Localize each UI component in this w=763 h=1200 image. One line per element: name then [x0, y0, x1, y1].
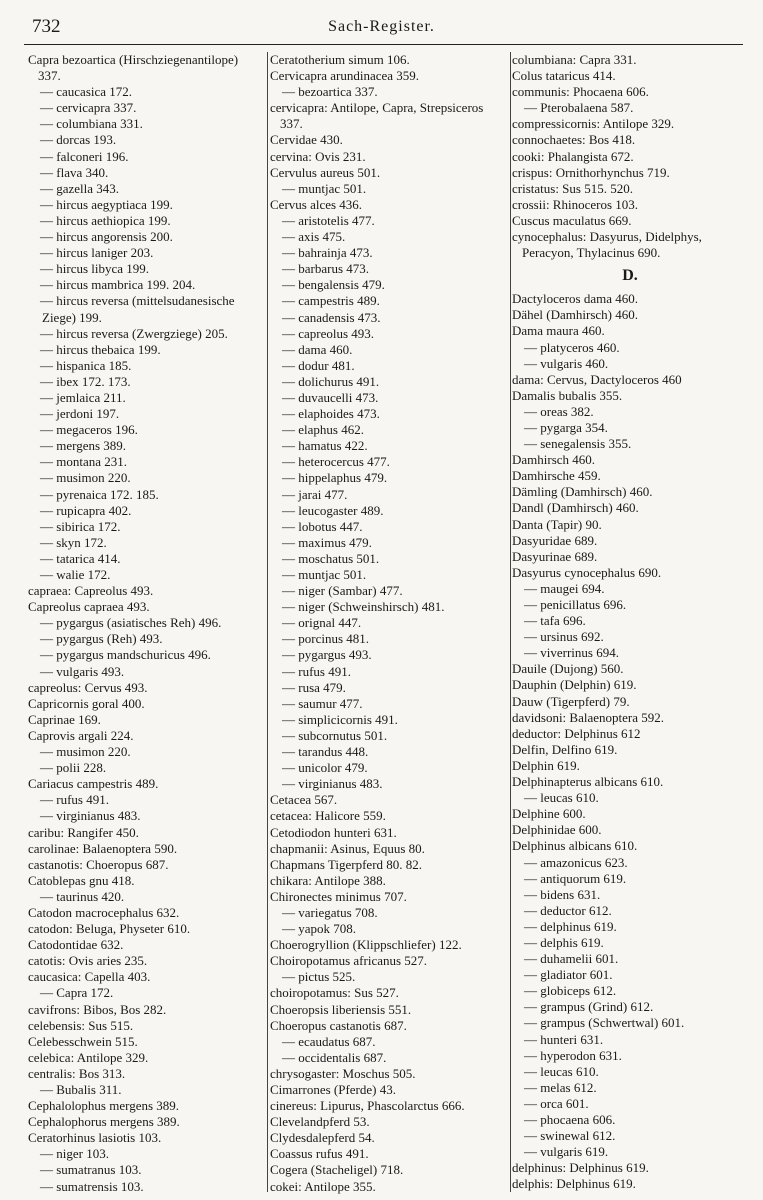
index-entry: Cogera (Stacheligel) 718. [270, 1162, 404, 1178]
index-entry: — gazella 343. [40, 180, 120, 196]
index-entry: chikara: Antilope 388. [270, 872, 386, 888]
index-entry: — platyceros 460. [524, 339, 620, 355]
index-entry: — delphinus 619. [524, 918, 617, 934]
column-divider [510, 52, 511, 1192]
index-entry: cervicapra: Antilope, Capra, Strepsiceros 337. [270, 100, 484, 132]
index-entry: — hunteri 631. [524, 1031, 604, 1047]
index-entry: — pygargus 493. [282, 647, 372, 663]
index-entry: — orignal 447. [282, 615, 362, 631]
index-entry: — hippelaphus 479. [282, 470, 388, 486]
index-entry: — canadensis 473. [282, 309, 381, 325]
index-entry: Capra bezoartica (Hirschziegenantilope) 337. [28, 52, 239, 84]
index-entry: Cervus alces 436. [270, 196, 363, 212]
index-entry: cooki: Phalangista 672. [512, 148, 634, 164]
index-entry: Choeropus castanotis 687. [270, 1017, 407, 1033]
index-entry: caucasica: Capella 403. [28, 969, 151, 985]
index-entry: Dandl (Damhirsch) 460. [512, 500, 639, 516]
index-entry: — gladiator 601. [524, 967, 613, 983]
index-entry: — jarai 477. [282, 486, 348, 502]
index-entry: Dasyuridae 689. [512, 532, 598, 548]
index-entry: — hircus mambrica 199. 204. [40, 277, 196, 293]
index-entry: — pygargus (Reh) 493. [40, 631, 163, 647]
index-entry: — sumatrensis 103. [40, 1178, 144, 1194]
index-entry: Cervulus aureus 501. [270, 164, 381, 180]
index-entry: — hircus aethiopica 199. [40, 212, 171, 228]
index-entry: Ceratotherium simum 106. [270, 52, 410, 67]
index-entry: — flava 340. [40, 164, 109, 180]
index-entry: delphis: Delphinus 619. [512, 1176, 636, 1192]
index-entry: castanotis: Choeropus 687. [28, 856, 169, 872]
index-entry: — columbiana 331. [40, 116, 143, 132]
index-entry: — hircus libyca 199. [40, 261, 150, 277]
index-entry: — vulgaris 493. [40, 663, 125, 679]
index-entry: — musimon 220. [40, 470, 131, 486]
page-header [28, 14, 735, 44]
index-entry: — leucogaster 489. [282, 502, 384, 518]
index-entry: Cetodiodon hunteri 631. [270, 824, 397, 840]
index-entry: — virginianus 483. [40, 808, 141, 824]
index-entry: — aristotelis 477. [282, 212, 375, 228]
index-entry: — porcinus 481. [282, 631, 370, 647]
index-entry: — campestris 489. [282, 293, 380, 309]
index-entry: — swinewal 612. [524, 1128, 616, 1144]
index-entry: — hircus reversa (Zwergziege) 205. [40, 325, 228, 341]
index-entry: carolinae: Balaenoptera 590. [28, 840, 178, 856]
index-entry: — maximus 479. [282, 534, 372, 550]
index-entry: — elaphus 462. [282, 422, 364, 438]
index-entry: — jerdoni 197. [40, 406, 120, 422]
index-entry: — tatarica 414. [40, 550, 121, 566]
index-entry: — ursinus 692. [524, 629, 604, 645]
index-entry: Dauphin (Delphin) 619. [512, 677, 637, 693]
page-number: 732 [32, 16, 61, 37]
index-entry: — bahrainja 473. [282, 245, 373, 261]
index-entry: — pyrenaica 172. 185. [40, 486, 159, 502]
index-entry: — muntjac 501. [282, 180, 367, 196]
index-entry: cetacea: Halicore 559. [270, 808, 386, 824]
index-entry: — viverrinus 694. [524, 645, 619, 661]
index-entry: crossii: Rhinoceros 103. [512, 196, 639, 212]
index-entry: — pygarga 354. [524, 419, 608, 435]
index-entry: Damhirsch 460. [512, 452, 596, 468]
index-entry: — duvaucelli 473. [282, 389, 379, 405]
running-title: Sach-Register. [328, 18, 435, 35]
index-column-2 [270, 52, 508, 1195]
index-entry: — heterocercus 477. [282, 454, 390, 470]
header-rule [24, 44, 743, 45]
index-column-1 [28, 52, 264, 1195]
index-entry: — hircus aegyptiaca 199. [40, 196, 173, 212]
index-entry: — vulgaris 619. [524, 1144, 609, 1160]
index-entry: Dactyloceros dama 460. [512, 291, 638, 307]
index-entry: — axis 475. [282, 229, 346, 245]
index-entry: centralis: Bos 313. [28, 1065, 126, 1081]
index-entry: Delphinapterus albicans 610. [512, 774, 664, 790]
index-entry: — barbarus 473. [282, 261, 370, 277]
index-entry: Cimarrones (Pferde) 43. [270, 1082, 396, 1097]
index-entry: — rusa 479. [282, 679, 346, 695]
index-entry: Chironectes minimus 707. [270, 888, 407, 904]
index-entry: — dorcas 193. [40, 132, 117, 148]
index-entry: — occidentalis 687. [282, 1049, 387, 1065]
index-entry: — maugei 694. [524, 580, 605, 596]
index-entry: Cervicapra arundinacea 359. [270, 68, 420, 84]
index-entry: — moschatus 501. [282, 550, 380, 566]
index-entry: — hircus angorensis 200. [40, 229, 173, 245]
index-entry: Delphinidae 600. [512, 822, 602, 838]
index-entry: Damhirsche 459. [512, 468, 601, 484]
index-entry: — senegalensis 355. [524, 436, 632, 452]
index-entry: — mergens 389. [40, 438, 127, 454]
index-entry: cokei: Antilope 355. [270, 1178, 376, 1194]
index-entry: — penicillatus 696. [524, 597, 627, 612]
index-entry: crispus: Ornithorhynchus 719. [512, 164, 670, 180]
index-entry: choiropotamus: Sus 527. [270, 985, 399, 1001]
index-entry: — capreolus 493. [282, 325, 375, 341]
index-entry: Capricornis goral 400. [28, 695, 145, 711]
index-entry: chapmanii: Asinus, Equus 80. [270, 840, 425, 856]
index-entry: — dolichurus 491. [282, 373, 380, 389]
index-entry: catodon: Beluga, Physeter 610. [28, 921, 191, 937]
index-entry: cervina: Ovis 231. [270, 148, 366, 164]
index-entry: celebensis: Sus 515. [28, 1017, 134, 1033]
index-entry: columbiana: Capra 331. [512, 52, 637, 67]
index-entry: — variegatus 708. [282, 904, 378, 920]
index-entry: — elaphoides 473. [282, 406, 380, 422]
index-entry: Coassus rufus 491. [270, 1146, 369, 1162]
index-entry: — delphis 619. [524, 934, 604, 950]
index-entry: Delphine 600. [512, 806, 586, 822]
index-entry: — melas 612. [524, 1079, 597, 1095]
index-entry: — Capra 172. [40, 985, 114, 1001]
index-entry: Choiropotamus africanus 527. [270, 953, 428, 969]
index-entry: Cephalolophus mergens 389. [28, 1098, 180, 1114]
index-entry: — taurinus 420. [40, 888, 125, 904]
index-entry: Dasyurinae 689. [512, 548, 598, 564]
index-entry: Celebesschwein 515. [28, 1033, 138, 1049]
section-letter: D. [622, 267, 638, 285]
index-entry: — rupicapra 402. [40, 502, 132, 518]
index-entry: — leucas 610. [524, 790, 599, 806]
index-entry: — niger 103. [40, 1146, 109, 1162]
index-entry: — duhamelii 601. [524, 951, 619, 967]
index-column-3 [512, 52, 748, 1192]
index-entry: — montana 231. [40, 454, 128, 470]
index-entry: — phocaena 606. [524, 1112, 616, 1127]
index-entry: — pygargus mandschuricus 496. [40, 647, 211, 663]
index-entry: — rufus 491. [282, 663, 351, 679]
index-entry: — pictus 525. [282, 969, 356, 985]
index-entry: — musimon 220. [40, 744, 131, 760]
index-entry: cinereus: Lipurus, Phascolarctus 666. [270, 1098, 465, 1114]
index-entry: — Pterobalaena 587. [524, 100, 634, 116]
index-entry: Catodontidae 632. [28, 937, 124, 953]
index-entry: Caprinae 169. [28, 711, 101, 727]
index-entry: deductor: Delphinus 612 [512, 725, 641, 741]
index-entry: Clydesdalepferd 54. [270, 1130, 375, 1146]
index-entry: capraea: Capreolus 493. [28, 583, 154, 599]
index-entry: Catoblepas gnu 418. [28, 872, 135, 888]
index-entry: Caprovis argali 224. [28, 727, 134, 743]
index-entry: — subcornutus 501. [282, 727, 388, 743]
index-entry: — cervicapra 337. [40, 100, 137, 116]
index-entry: — hamatus 422. [282, 438, 368, 454]
index-entry: — orca 601. [524, 1095, 589, 1111]
index-entry: — vulgaris 460. [524, 355, 609, 371]
index-entry: — caucasica 172. [40, 84, 133, 100]
index-entry: delphinus: Delphinus 619. [512, 1160, 649, 1176]
index-entry: — hircus laniger 203. [40, 245, 154, 261]
index-entry: Capreolus capraea 493. [28, 599, 150, 615]
index-entry: Chapmans Tigerpferd 80. 82. [270, 856, 423, 872]
index-entry: catotis: Ovis aries 235. [28, 953, 148, 969]
index-entry: — hircus thebaica 199. [40, 341, 161, 357]
index-entry: — tafa 696. [524, 613, 586, 629]
index-entry: communis: Phocaena 606. [512, 84, 649, 100]
index-entry: — muntjac 501. [282, 567, 367, 582]
index-entry: — saumur 477. [282, 695, 363, 711]
index-entry: Cetacea 567. [270, 792, 338, 808]
index-entry: — ecaudatus 687. [282, 1033, 376, 1049]
index-entry: cynocephalus: Dasyurus, Didelphys, Peracyon, Thylacinus 690. [512, 229, 702, 261]
index-entry: — bidens 631. [524, 886, 601, 902]
index-entry: Catodon macrocephalus 632. [28, 904, 180, 920]
index-entry: — falconeri 196. [40, 148, 129, 164]
index-entry: — hircus reversa (mittelsudanesische Ziege) 199. [40, 293, 235, 325]
index-entry: Dasyurus cynocephalus 690. [512, 564, 662, 580]
index-entry: — rufus 491. [40, 792, 109, 808]
index-entry: — polii 228. [40, 760, 107, 776]
index-entry: Ceratorhinus lasiotis 103. [28, 1130, 162, 1146]
index-entry: Delfin, Delfino 619. [512, 741, 618, 757]
index-entry: — leucas 610. [524, 1063, 599, 1079]
index-entry: dama: Cervus, Dactyloceros 460 [512, 371, 682, 387]
index-entry: — niger (Sambar) 477. [282, 583, 403, 599]
index-entry: — simplicicornis 491. [282, 711, 398, 727]
index-entry: — unicolor 479. [282, 760, 368, 776]
index-entry: — sibirica 172. [40, 518, 121, 534]
index-entry: — amazonicus 623. [524, 854, 628, 870]
index-entry: Dauile (Dujong) 560. [512, 661, 624, 677]
index-columns [28, 52, 748, 1192]
index-entry: caribu: Rangifer 450. [28, 824, 139, 840]
index-entry: Cariacus campestris 489. [28, 776, 159, 792]
index-entry: celebica: Antilope 329. [28, 1049, 149, 1065]
index-entry: cristatus: Sus 515. 520. [512, 180, 633, 196]
index-entry: — megaceros 196. [40, 422, 138, 438]
index-entry: — deductor 612. [524, 902, 612, 918]
index-entry: — pygargus (asiatisches Reh) 496. [40, 615, 222, 631]
index-entry: — virginianus 483. [282, 776, 383, 792]
column-divider [267, 52, 268, 1192]
index-entry: cavifrons: Bibos, Bos 282. [28, 1001, 167, 1017]
index-entry: — hispanica 185. [40, 357, 132, 373]
index-entry: Cephalophorus mergens 389. [28, 1114, 180, 1130]
index-entry: — dodur 481. [282, 357, 355, 373]
index-entry: — hyperodon 631. [524, 1047, 622, 1063]
index-entry: — bezoartica 337. [282, 84, 378, 100]
index-entry: connochaetes: Bos 418. [512, 132, 636, 148]
index-entry: — bengalensis 479. [282, 277, 385, 293]
index-entry: — skyn 172. [40, 534, 107, 550]
index-entry: — sumatranus 103. [40, 1162, 142, 1178]
index-entry: — grampus (Grind) 612. [524, 999, 654, 1015]
index-entry: — niger (Schweinshirsch) 481. [282, 599, 445, 615]
index-entry: Delphinus albicans 610. [512, 838, 638, 854]
index-entry: — lobotus 447. [282, 518, 363, 534]
index-entry: Dauw (Tigerpferd) 79. [512, 693, 630, 709]
index-entry: Colus tataricus 414. [512, 68, 616, 84]
index-entry: — globiceps 612. [524, 983, 617, 999]
index-entry: Choeropsis liberiensis 551. [270, 1001, 412, 1017]
index-entry: — Bubalis 311. [40, 1082, 122, 1097]
index-entry: — grampus (Schwertwal) 601. [524, 1015, 685, 1031]
index-entry: — antiquorum 619. [524, 870, 627, 886]
index-entry: Damalis bubalis 355. [512, 387, 623, 403]
index-entry: capreolus: Cervus 493. [28, 679, 148, 695]
index-entry: — tarandus 448. [282, 744, 369, 760]
index-entry: Delphin 619. [512, 757, 580, 773]
index-entry: Cervidae 430. [270, 132, 343, 148]
index-entry: Dämling (Damhirsch) 460. [512, 484, 653, 500]
index-entry: compressicornis: Antilope 329. [512, 116, 675, 132]
index-entry: — jemlaica 211. [40, 389, 126, 405]
index-entry: Danta (Tapir) 90. [512, 516, 602, 532]
index-entry: — walie 172. [40, 567, 111, 582]
index-entry: — dama 460. [282, 341, 353, 357]
index-entry: — oreas 382. [524, 403, 594, 419]
index-entry: Cuscus maculatus 669. [512, 212, 632, 228]
index-entry: Clevelandpferd 53. [270, 1114, 370, 1130]
index-entry: davidsoni: Balaenoptera 592. [512, 709, 664, 725]
index-entry: Dähel (Damhirsch) 460. [512, 307, 638, 323]
index-entry: — ibex 172. 173. [40, 373, 131, 389]
index-entry: chrysogaster: Moschus 505. [270, 1065, 416, 1081]
index-entry: — yapok 708. [282, 921, 357, 937]
index-entry: Choerogryllion (Klippschliefer) 122. [270, 937, 462, 953]
index-entry: Dama maura 460. [512, 323, 605, 339]
